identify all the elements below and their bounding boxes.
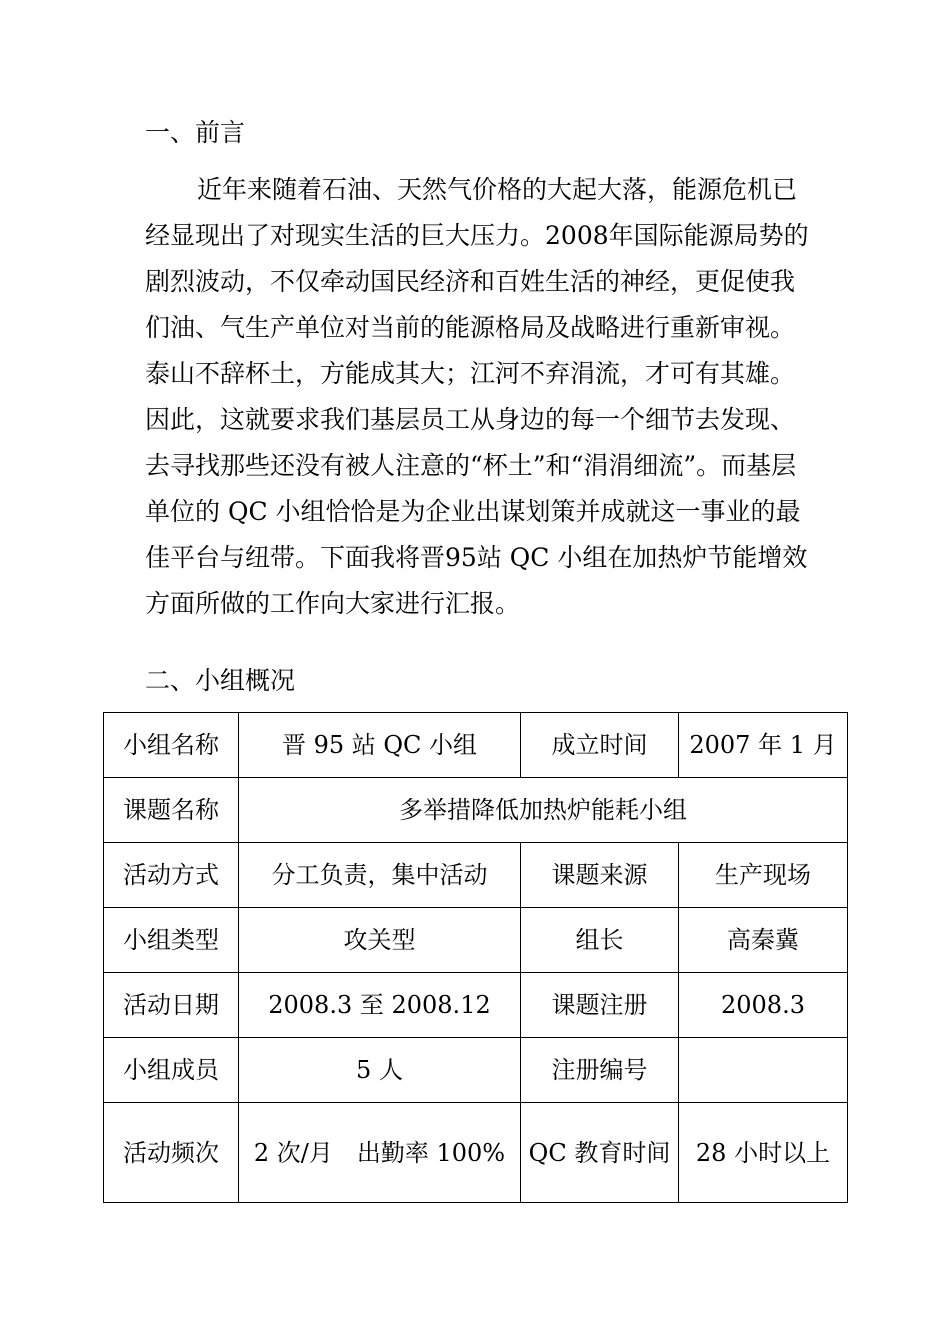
table-row	[104, 778, 848, 843]
paragraph-line: 方面所做的工作向大家进行汇报。	[145, 589, 521, 618]
table-cell-value: 高秦冀	[679, 908, 848, 973]
table-cell-value: 攻关型	[239, 908, 521, 973]
table-cell-value: 2 次/月 出勤率 100%	[239, 1103, 521, 1203]
group-overview-table	[103, 712, 848, 1203]
paragraph-line: 剧烈波动，不仅牵动国民经济和百姓生活的神经，更促使我	[145, 267, 796, 296]
table-cell-label: 小组成员	[104, 1038, 239, 1103]
table-cell-value: 多举措降低加热炉能耗小组	[239, 778, 848, 843]
table-cell-label: 小组名称	[104, 713, 239, 778]
paragraph-line: 单位的 QC 小组恰恰是为企业出谋划策并成就这一事业的最	[145, 497, 801, 526]
table-cell-value: 2007 年 1 月	[679, 713, 848, 778]
table-cell-value: 2008.3 至 2008.12	[239, 973, 521, 1038]
table-row	[104, 908, 848, 973]
table-cell-label: 课题名称	[104, 778, 239, 843]
table-cell-label: 活动日期	[104, 973, 239, 1038]
table-cell-label: 课题注册	[521, 973, 679, 1038]
table-row	[104, 1103, 848, 1203]
table-cell-value	[679, 1038, 848, 1103]
preface-paragraph	[145, 167, 845, 627]
paragraph-line: 佳平台与纽带。下面我将晋95站 QC 小组在加热炉节能增效	[145, 543, 808, 572]
paragraph-line: 近年来随着石油、天然气价格的大起大落，能源危机已	[197, 175, 798, 204]
table-cell-label: 小组类型	[104, 908, 239, 973]
table-cell-value: 2008.3	[679, 973, 848, 1038]
table-row	[104, 713, 848, 778]
table-row	[104, 843, 848, 908]
table-cell-value: 5 人	[239, 1038, 521, 1103]
section-heading-preface: 一、前言	[145, 118, 246, 147]
table-cell-label: 活动方式	[104, 843, 239, 908]
table-row	[104, 1038, 848, 1103]
paragraph-line: 经显现出了对现实生活的巨大压力。2008年国际能源局势的	[145, 221, 809, 250]
table-cell-value: 晋 95 站 QC 小组	[239, 713, 521, 778]
table-cell-label: 活动频次	[104, 1103, 239, 1203]
table-cell-label: QC 教育时间	[521, 1103, 679, 1203]
paragraph-line: 泰山不辞杯土，方能成其大；江河不弃涓流，才可有其雄。	[145, 359, 796, 388]
table-cell-label: 组长	[521, 908, 679, 973]
section-heading-group-overview: 二、小组概况	[145, 666, 296, 695]
table-cell-label: 课题来源	[521, 843, 679, 908]
table-cell-value: 28 小时以上	[679, 1103, 848, 1203]
table-cell-label: 注册编号	[521, 1038, 679, 1103]
table-cell-label: 成立时间	[521, 713, 679, 778]
paragraph-line: 去寻找那些还没有被人注意的“杯土”和“涓涓细流”。而基层	[145, 451, 797, 480]
table-cell-value: 分工负责，集中活动	[239, 843, 521, 908]
paragraph-line: 因此，这就要求我们基层员工从身边的每一个细节去发现、	[145, 405, 796, 434]
paragraph-line: 们油、气生产单位对当前的能源格局及战略进行重新审视。	[145, 313, 796, 342]
table-cell-value: 生产现场	[679, 843, 848, 908]
table-row	[104, 973, 848, 1038]
